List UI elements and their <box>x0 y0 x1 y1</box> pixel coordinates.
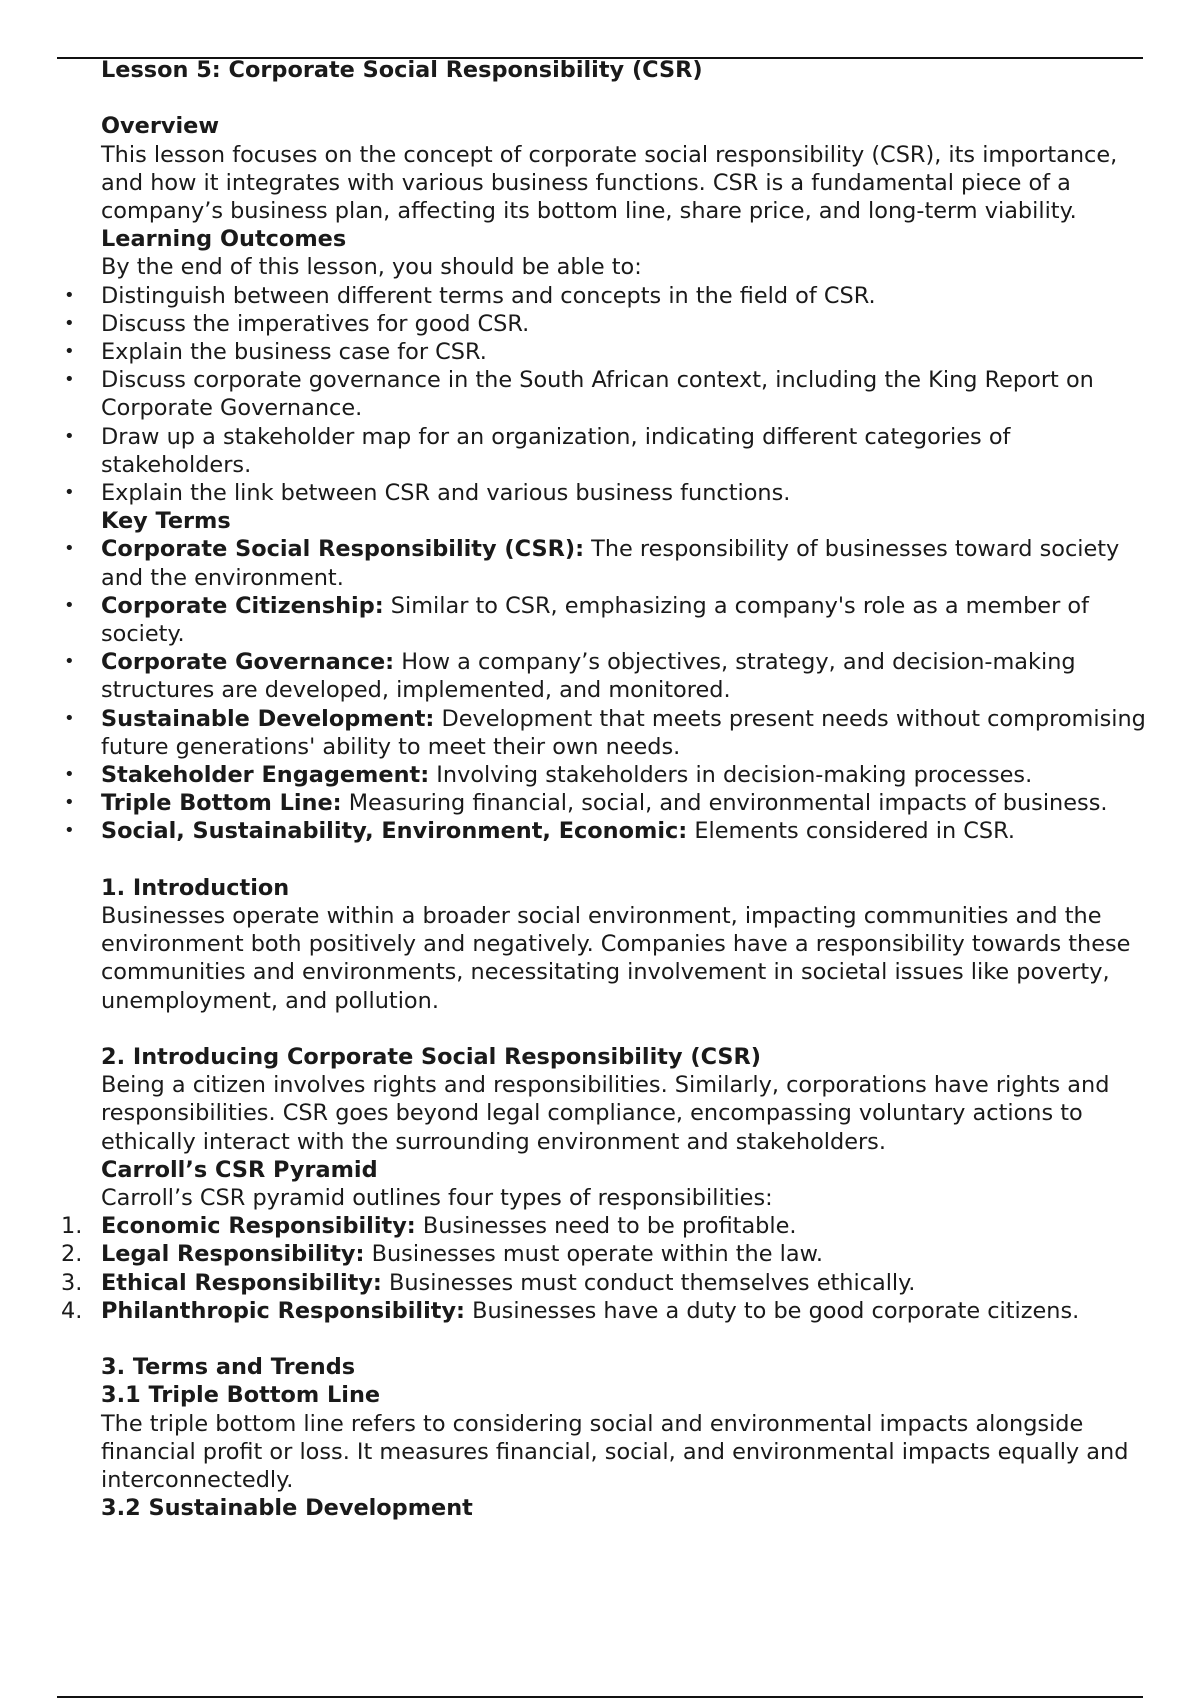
key-term-item <box>101 817 1146 845</box>
overview-body: This lesson focuses on the concept of corporate social responsibility (CSR), its importance, and how it integrates with various business functions. CSR is a fundamental piece of a company’s business plan, affecting its bottom line, share price, and long-term viability. <box>101 141 1125 224</box>
key-term-item <box>101 592 1146 648</box>
key-term-item <box>101 705 1146 761</box>
introduction-body: Businesses operate within a broader social environment, impacting communities and the environment both positively and negatively. Companies have a responsibility towards these communities and environments, necessitating involvement in societal issues like poverty, unemployment, and pollution. <box>101 903 1138 1014</box>
overview-heading: Overview <box>101 113 219 140</box>
term-definition: How a company’s objectives, strategy, and decision-making structures are developed, implemented, and monitored. <box>101 649 1076 704</box>
key-terms-heading: Key Terms <box>101 508 231 535</box>
term-label: Stakeholder Engagement: <box>101 762 430 789</box>
term-definition: Businesses need to be profitable. <box>415 1213 797 1240</box>
triple-bottom-line-heading: 3.1 Triple Bottom Line <box>101 1382 381 1409</box>
term-definition: Similar to CSR, emphasizing a company's role as a member of society. <box>101 592 1089 648</box>
pyramid-item <box>61 1297 1146 1325</box>
term-definition: The responsibility of businesses toward society and the environment. <box>101 536 1120 591</box>
list-item: • Explain the link between CSR and various business functions. <box>101 479 1146 507</box>
terms-trends-heading: 3. Terms and Trends <box>101 1354 356 1381</box>
list-item: • Draw up a stakeholder map for an organization, indicating different categories of stakeholders. <box>101 423 1146 479</box>
term-label: Corporate Governance: <box>101 649 395 676</box>
introducing-csr-heading: 2. Introducing Corporate Social Responsibility (CSR) <box>101 1044 762 1071</box>
pyramid-item <box>61 1269 1146 1297</box>
triple-bottom-line-body: The triple bottom line refers to considering social and environmental impacts alongside financial profit or loss. It measures financial, social, and environmental impacts equally and interconnectedly. <box>101 1410 1136 1494</box>
term-definition: Businesses have a duty to be good corporate citizens. <box>465 1297 1080 1324</box>
introducing-csr-body: Being a citizen involves rights and responsibilities. Similarly, corporations have rights and responsibilities. CSR goes beyond legal compliance, encompassing voluntary actions to ethically interact with the surrounding environment and stakeholders. <box>101 1072 1117 1155</box>
spacer <box>101 846 1146 874</box>
pyramid-heading: Carroll’s CSR Pyramid <box>101 1156 378 1183</box>
term-definition: Involving stakeholders in decision-making processes. <box>429 762 1033 789</box>
term-label: Social, Sustainability, Environment, Economic: <box>101 818 688 845</box>
bottom-rule <box>57 1696 1143 1698</box>
term-definition: Elements considered in CSR. <box>687 818 1015 845</box>
term-definition: Development that meets present needs without compromising future generations' ability to meet their own needs. <box>101 705 1146 760</box>
key-term-item <box>101 789 1146 817</box>
learning-outcomes-heading: Learning Outcomes <box>101 226 347 253</box>
term-label: Philanthropic Responsibility: <box>101 1297 466 1324</box>
item-number: 1. <box>61 1213 83 1240</box>
key-term-item <box>101 761 1146 789</box>
term-label: Corporate Social Responsibility (CSR): <box>101 536 585 563</box>
key-term-item <box>101 648 1146 704</box>
term-definition: Businesses must conduct themselves ethically. <box>381 1269 916 1296</box>
term-label: Triple Bottom Line: <box>101 790 342 817</box>
pyramid-list <box>61 1212 1146 1325</box>
term-label: Economic Responsibility: <box>101 1213 416 1240</box>
term-label: Legal Responsibility: <box>101 1241 365 1268</box>
list-item: • Discuss the imperatives for good CSR. <box>101 310 1146 338</box>
term-label: Corporate Citizenship: <box>101 592 384 619</box>
pyramid-intro: Carroll’s CSR pyramid outlines four types of responsibilities: <box>101 1185 773 1212</box>
item-number: 4. <box>61 1297 83 1324</box>
term-label: Ethical Responsibility: <box>101 1269 382 1296</box>
lesson-title: Lesson 5: Corporate Social Responsibility (CSR) <box>101 57 703 83</box>
item-number: 3. <box>61 1269 83 1296</box>
list-item: • Distinguish between different terms and concepts in the field of CSR. <box>101 282 1146 310</box>
term-definition: Measuring financial, social, and environmental impacts of business. <box>341 790 1108 817</box>
sustainable-development-heading: 3.2 Sustainable Development <box>101 1495 473 1522</box>
key-terms-list <box>101 535 1146 845</box>
key-term-item <box>101 535 1146 591</box>
spacer <box>101 84 1146 112</box>
list-item: • Discuss corporate governance in the South African context, including the King Report on Corporate Governance. <box>101 366 1146 422</box>
learning-outcomes-intro: By the end of this lesson, you should be able to: <box>101 254 642 281</box>
pyramid-item <box>61 1212 1146 1240</box>
item-number: 2. <box>61 1241 83 1268</box>
term-definition: Businesses must operate within the law. <box>364 1241 823 1268</box>
learning-outcomes-list <box>101 282 1146 508</box>
spacer <box>101 1015 1146 1043</box>
pyramid-item <box>61 1240 1146 1268</box>
introduction-heading: 1. Introduction <box>101 874 290 901</box>
list-item: • Explain the business case for CSR. <box>101 338 1146 366</box>
spacer <box>101 1325 1146 1353</box>
term-label: Sustainable Development: <box>101 705 435 732</box>
document-page <box>61 56 1146 1523</box>
